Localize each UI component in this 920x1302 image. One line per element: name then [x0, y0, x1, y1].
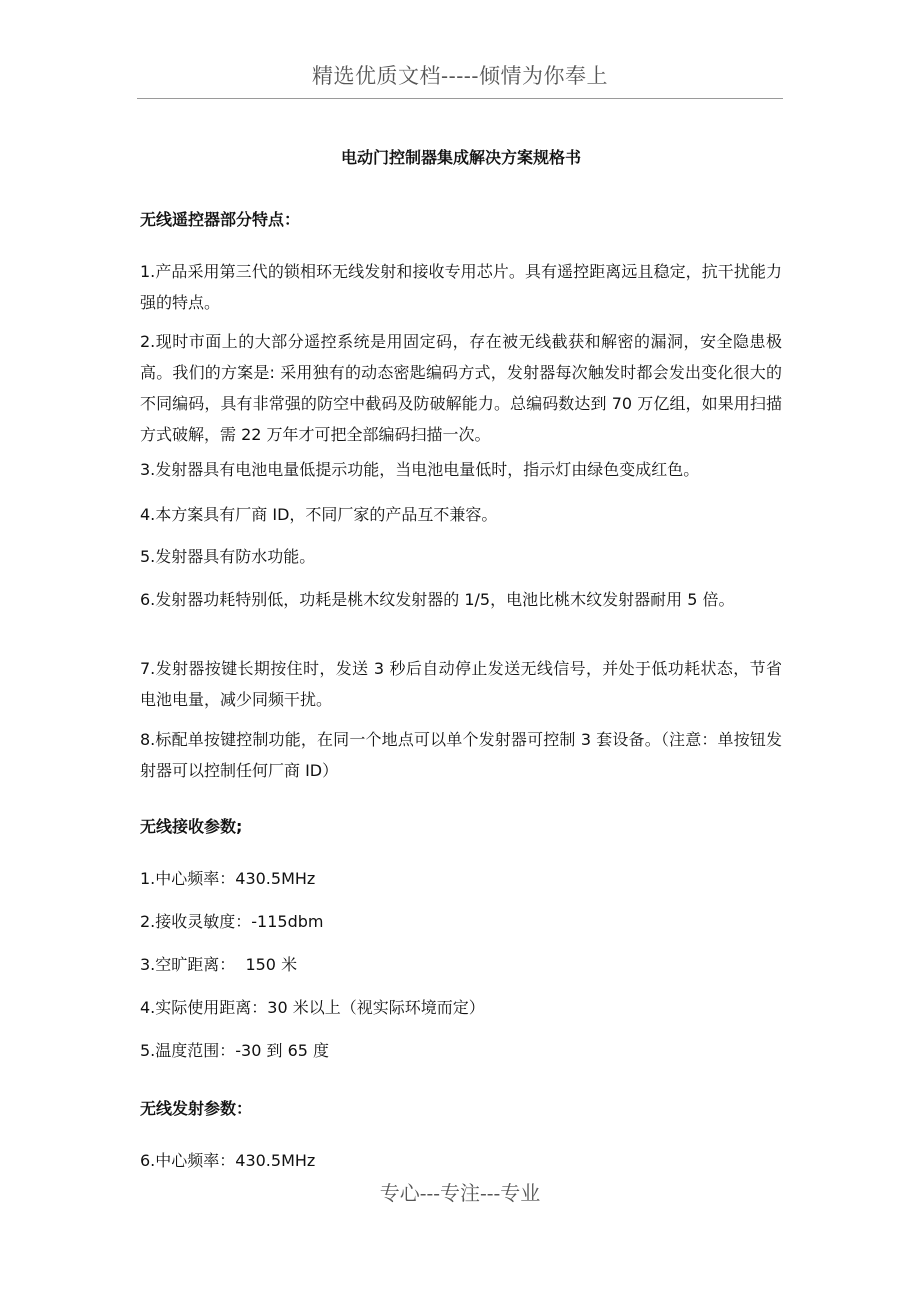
remote-feature-8: 8.标配单按键控制功能，在同一个地点可以单个发射器可控制 3 套设备。（注意：单按钮发射器可以控制任何厂商 ID） [140, 730, 782, 780]
page-header: 精选优质文档-----倾情为你奉上 [312, 64, 608, 88]
receiver-param-5: 5.温度范围：-30 到 65 度 [140, 1041, 330, 1060]
receiver-param-4: 4.实际使用距离：30 米以上（视实际环境而定） [140, 998, 485, 1017]
remote-feature-6: 6.发射器功耗特别低，功耗是桃木纹发射器的 1/5，电池比桃木纹发射器耐用 5 倍。 [140, 590, 735, 609]
section-heading-receiver: 无线接收参数; [140, 817, 243, 836]
receiver-param-1: 1.中心频率：430.5MHz [140, 869, 316, 888]
document-title: 电动门控制器集成解决方案规格书 [340, 148, 581, 167]
header-divider [137, 98, 783, 99]
remote-feature-4: 4.本方案具有厂商 ID，不同厂家的产品互不兼容。 [140, 505, 498, 524]
remote-feature-2: 2.现时市面上的大部分遥控系统是用固定码，存在被无线截获和解密的漏洞，安全隐患极高。我们的方案是: 采用独有的动态密匙编码方式，发射器每次触发时都会发出变化很大的不同编码，具有非常强的防空中截码及防破解能力。总编码数达到 70 万亿组，如果用扫描方式破解，需 22 万年才可把全部编码扫描一次。 [140, 332, 782, 444]
transmitter-param-6: 6.中心频率：430.5MHz [140, 1151, 316, 1170]
remote-feature-3: 3.发射器具有电池电量低提示功能，当电池电量低时，指示灯由绿色变成红色。 [140, 460, 700, 479]
section-heading-remote: 无线遥控器部分特点： [140, 210, 301, 229]
page-footer: 专心---专注---专业 [379, 1181, 541, 1205]
receiver-param-2: 2.接收灵敏度：-115dbm [140, 912, 324, 931]
section-heading-transmitter: 无线发射参数： [140, 1099, 253, 1118]
remote-feature-5: 5.发射器具有防水功能。 [140, 547, 316, 566]
receiver-param-3: 3.空旷距离： 150 米 [140, 955, 298, 974]
remote-feature-7: 7.发射器按键长期按住时，发送 3 秒后自动停止发送无线信号，并处于低功耗状态，节省电池电量，减少同频干扰。 [140, 659, 782, 709]
remote-feature-1: 1.产品采用第三代的锁相环无线发射和接收专用芯片。具有遥控距离远且稳定，抗干扰能力强的特点。 [140, 262, 782, 312]
